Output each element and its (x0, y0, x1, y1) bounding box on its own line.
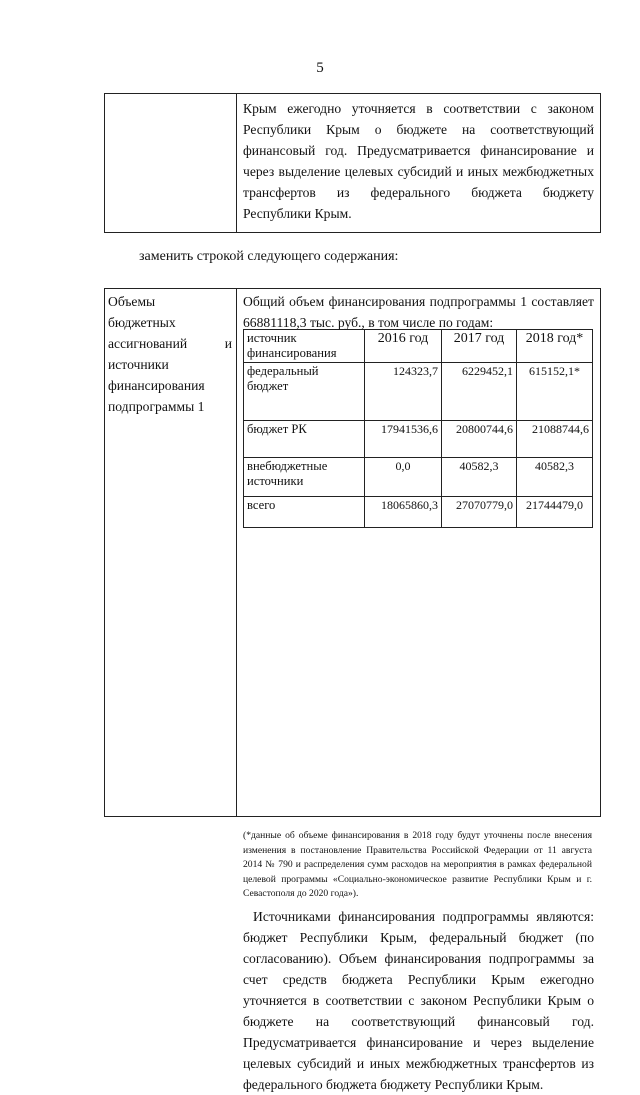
row-label: бюджет РК (244, 421, 365, 458)
header-cell-source: источник финансирования (244, 330, 365, 363)
value-cell: 124323,7 (365, 363, 442, 421)
previous-row-text: Крым ежегодно уточняется в соответствии с законом Республики Крым о бюджете на соответствующий финансовый год. Предусматривается финансирование и через выделение целевых субсидий и иных межбюджетных трансфертов из федерального бюджета бюджету Республики Крым. (243, 101, 594, 221)
column-divider (236, 94, 237, 232)
value-cell: 40582,3 (517, 458, 593, 497)
row-heading (108, 291, 232, 417)
row-heading-line: бюджетных (108, 315, 176, 330)
table-row (244, 421, 593, 458)
row-heading-word: ассигнований (108, 336, 188, 351)
value-cell: 40582,3 (442, 458, 517, 497)
table-row (244, 458, 593, 497)
financing-table-header (244, 330, 593, 363)
financing-table (243, 329, 593, 528)
row-heading-line: подпрограммы 1 (108, 399, 205, 414)
header-cell-2016: 2016 год (365, 330, 442, 363)
row-label: федеральный бюджет (244, 363, 365, 421)
table-row (244, 363, 593, 421)
value-cell: 27070779,0 (442, 497, 517, 528)
value-cell: 0,0 (365, 458, 442, 497)
table-row (244, 497, 593, 528)
previous-row-table (104, 93, 601, 233)
value-cell: 21088744,6 (517, 421, 593, 458)
value-cell: 18065860,3 (365, 497, 442, 528)
row-label: всего (244, 497, 365, 528)
row-heading-line (108, 333, 232, 354)
value-cell: 20800744,6 (442, 421, 517, 458)
value-cell: 17941536,6 (365, 421, 442, 458)
financing-sources-text: Источниками финансирования подпрограммы являются: бюджет Республики Крым, федеральный бюджет (по согласованию). Объем финансирования подпрограммы за счет средств бюджета Республики Крым ежегодно уточняется в соответствии с законом Республики Крым о бюджете на соответствующий финансовый год. Предусматривается финансирование и через выделение целевых субсидий и иных межбюджетных трансфертов из федерального бюджета бюджету Республики Крым. (243, 909, 594, 1092)
total-financing-text: Общий объем финансирования подпрограммы 1 составляет 66881118,3 тыс. руб., в том числе по годам: (243, 294, 594, 330)
row-heading-line: Объемы (108, 294, 156, 309)
row-heading-line: источники (108, 357, 169, 372)
replacement-instruction: заменить строкой следующего содержания: (139, 249, 399, 264)
value-cell: 21744479,0 (517, 497, 593, 528)
value-cell: 6229452,1 (442, 363, 517, 421)
row-heading-word: и (224, 336, 232, 351)
row-heading-line: финансирования (108, 378, 205, 393)
footnote: (*данные об объеме финансирования в 2018 году будут уточнены после внесения изменения в постановление Правительства Российской Федерации от 11 августа 2014 № 790 и распределения сумм расходов на мероприятия в рамках федеральной целевой программы «Социально-экономическое развитие Республики Крым и г. Севастополя до 2020 года»). (243, 830, 592, 899)
passport-row-table (104, 288, 601, 1092)
header-cell-2017: 2017 год (442, 330, 517, 363)
value-cell: 615152,1* (517, 363, 593, 421)
column-divider (236, 289, 237, 816)
page-number: 5 (316, 60, 324, 76)
header-cell-2018: 2018 год* (517, 330, 593, 363)
row-label: внебюджетные источники (244, 458, 365, 497)
